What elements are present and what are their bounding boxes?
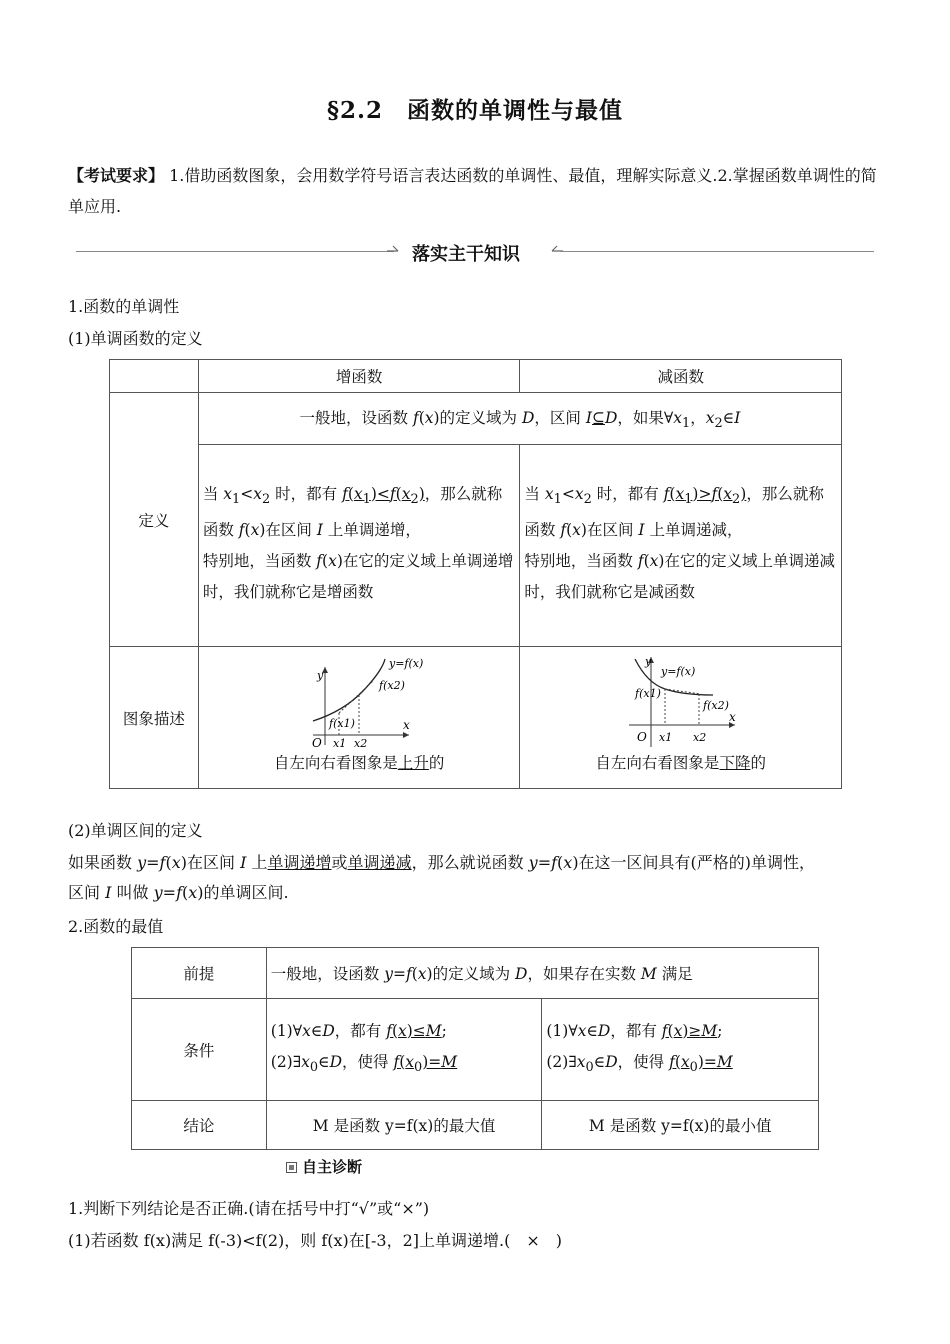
caption-increasing: 自左向右看图象是上升的 (273, 754, 445, 772)
svg-text:O: O (636, 730, 647, 744)
curve-label-dec: y=f(x) (660, 665, 695, 678)
subheading-monotone-def: (1)单调函数的定义 (68, 329, 203, 348)
increasing-function-graph (299, 655, 424, 750)
svg-text:x2: x2 (692, 731, 706, 744)
section-arrow-left-icon (386, 245, 400, 257)
condition-max: (1)∀x∈D，都有 f(x)≤M; $(2)\exists x_0\in D$，使得 $f(x_0)=M$ (266, 999, 542, 1101)
caption-decreasing: 自左向右看图象是下降的 (595, 754, 766, 772)
page-title: §2.2 函数的单调性与最值 (326, 97, 624, 124)
condition-min: (1)∀x∈D，都有 f(x)≥M; $(2)\exists x_0\in D$，使得 $f(x_0)=M$ (542, 999, 819, 1101)
graph-decreasing (520, 647, 842, 789)
self-diagnosis-heading: 自主诊断 (286, 1156, 362, 1177)
question-1: 1.判断下列结论是否正确.(请在括号中打“√”或“×”) (68, 1199, 430, 1218)
subheading-interval-def: (2)单调区间的定义 (68, 821, 203, 840)
conclusion-min: M 是函数 y=f(x)的最小值 (542, 1101, 819, 1150)
svg-text:y: y (644, 655, 651, 668)
svg-text:x: x (728, 710, 736, 724)
fx1-label-inc: f(x1) (329, 717, 355, 730)
requirement-text: 1.借助函数图象，会用数学符号语言表达函数的单调性、最值，理解实际意义.2.掌握函数单调性的简单应用. (68, 166, 877, 216)
origin-label: O (312, 736, 322, 750)
col-increasing: 增函数 (198, 360, 520, 393)
fx1-label-dec: f(x1) (634, 687, 661, 700)
axis-x-label: x (403, 718, 410, 732)
fx2-label-inc: f(x2) (379, 679, 405, 692)
tick-x1: x1 (333, 737, 347, 750)
curve-label-inc: y=f(x) (389, 657, 424, 670)
row-conclusion: 结论 (132, 1101, 267, 1150)
section-divider-left (76, 251, 394, 252)
axis-y-label: y (317, 669, 324, 682)
definition-decreasing: 当 $x_1<x_2$ 时，都有 $f(x_1)>f(x_2)$，那么就称函数 f(x)在区间 I 上单调递减， 特别地，当函数 f(x)在它的定义域上单调递减时，我们就称它是减函数 (520, 445, 842, 647)
row-definition: 定义 (110, 393, 199, 647)
conclusion-max: M 是函数 y=f(x)的最大值 (266, 1101, 542, 1150)
exam-requirement (68, 160, 883, 222)
graph-increasing (198, 647, 520, 789)
fx2-label-dec: f(x2) (702, 699, 729, 712)
table1-corner (110, 360, 199, 393)
extremum-table (131, 947, 819, 1150)
definition-increasing: 当 $x_1<x_2$ 时，都有 $f(x_1)<f(x_2)$，那么就称函数 f(x)在区间 I 上单调递增， 特别地，当函数 f(x)在它的定义域上单调递增时，我们就称它是增函数 (198, 445, 520, 647)
decreasing-function-graph (621, 651, 741, 747)
col-decreasing: 减函数 (520, 360, 842, 393)
heading-extremum: 2.函数的最值 (68, 917, 164, 936)
section-divider-right (560, 251, 874, 252)
heading-monotonicity: 1.函数的单调性 (68, 297, 180, 316)
question-1-1: (1)若函数 f(x)满足 f(-3)<f(2)，则 f(x)在[-3，2]上单调递增.( × ) (68, 1231, 562, 1250)
square-bullet-icon (286, 1162, 297, 1173)
definition-common: 一般地，设函数 f(x)的定义域为 D，区间 I⊆D，如果$\forall x_1$，$x_2\in I$ (198, 393, 841, 445)
monotone-table (109, 359, 842, 789)
row-condition: 条件 (132, 999, 267, 1101)
tick-x2: x2 (354, 737, 368, 750)
section-title: 落实主干知识 (412, 244, 520, 265)
premise-text: 一般地，设函数 y=f(x)的定义域为 D，如果存在实数 M 满足 (266, 948, 818, 999)
requirement-label: 【考试要求】 (68, 166, 165, 185)
row-graph: 图象描述 (110, 647, 199, 789)
interval-def-text: 如果函数 y=f(x)在区间 I 上单调递增或单调递减，那么就说函数 y=f(x)在这一区间具有(严格的)单调性， 区间 I 叫做 y=f(x)的单调区间. (68, 853, 816, 902)
svg-text:x1: x1 (658, 731, 672, 744)
row-premise: 前提 (132, 948, 267, 999)
